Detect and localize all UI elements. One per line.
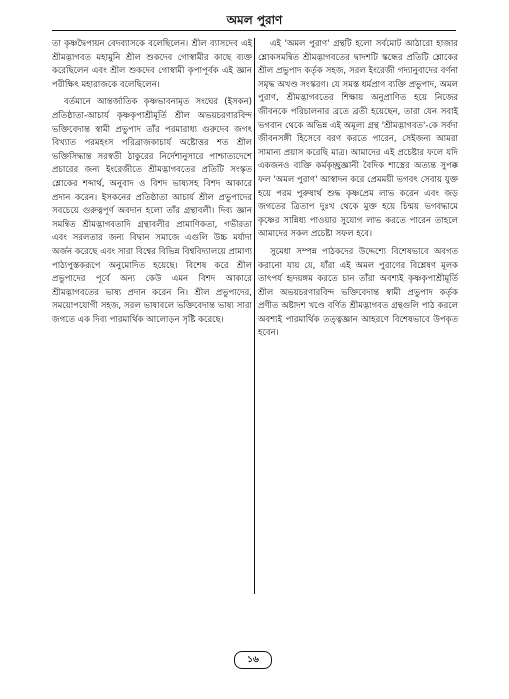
paragraph: বর্তমানে আন্তর্জাতিক কৃষ্ণভাবনামৃত সংঘের (ইসকন) প্রতিষ্ঠাতা-আচার্য কৃষ্ণকৃপাশ্রীমূর্তি শ্রীল অভয়চরণারবিন্দ ভক্তিবেদান্ত স্বামী প্রভুপাদ তাঁর পরমারাধ্য গুরুদেব জগৎ বিখ্যাত পরমহংস পরিব্রাজকাচার্য অষ্টোত্তর শত শ্রীল ভক্তিসিদ্ধান্ত সরস্বতী ঠাকুরের নির্দেশানুসারে পাশ্চাত্যদেশে প্রচারের জন্য ইংরেজীতে শ্রীমদ্ভাগবতের প্রতিটি সংস্কৃত শ্লোকের শব্দার্থ, অনুবাদ ও বিশদ ভাষ্যসহ বিশদ আকারে প্রদান করেন। ইসকনের প্রতিষ্ঠাতা আচার্য শ্রীল প্রভুপাদের সবচেয়ে গুরুত্বপূর্ণ অবদান হলো তাঁর গ্রন্থাবলী। দিব্য জ্ঞান সমন্বিত শ্রীমদ্ভাগবতাদি গ্রন্থাবলীর প্রামাণিকতা, গভীরতা এবং সরলতার জন্য বিদ্বান সমাজে এগুলি উচ্চ মর্যাদা অর্জন করেছে এবং সারা বিশ্বের বিভিন্ন বিশ্ববিদ্যালয়ে প্রামাণ্য পাঠ্যপুস্তকরূপে অনুমোদিত হয়েছে। বিশেষ করে শ্রীল প্রভুপাদের পূর্বে অন্য কেউ এমন বিশদ আকারে শ্রীমদ্ভাগবতের ভাষ্য প্রদান করেন নি। শ্রীল প্রভুপাদের, সময়োপযোগী সহজ, সরল ভাষাবলে ভক্তিবেদান্ত ভাষ্য সারা জগতে এক দিব্য পারমার্থিক আলোড়ন সৃষ্টি করেছে। [52,97,252,325]
page-title: অমল পুরাণ [226,13,283,27]
paragraph: তা কৃষ্ণদ্বৈপায়ন বেদব্যাসকে বলেছিলেন। শ্রীল ব্যাসদেব এই শ্রীমদ্ভাগবত মহামুনি শ্রীল শুকদেব গোস্বামীর কাছে ব্যক্ত করেছিলেন এবং শ্রীল শুকদেব গোস্বামী কৃপাপূর্বক এই জ্ঞান পরীক্ষিৎ মহারাজকে বলেছিলেন। [52,39,252,90]
right-column [258,38,458,345]
paragraph: এই 'অমল পুরাণ' গ্রন্থটি হলো সর্বমোট আঠারো হাজার শ্লোকসমন্বিত শ্রীমদ্ভাগবতের দ্বাদশটি স্কন্ধের প্রতিটি শ্লোকের শ্রীল প্রভুপাদ কর্তৃক সহজ, সরল ইংরেজী গদ্যানুবাদের বর্ণনা সমৃদ্ধ অখণ্ড সংস্করণ। যে সমস্ত ধর্মপ্রাণ ব্যক্তি প্রভুপাদ, অমল পুরাণ, শ্রীমদ্ভাগবতের শিক্ষায় অনুপ্রাণিত হয়ে নিজের জীবনকে পরিচালনার ব্রতে ব্রতী হয়েছেন, তারা যেন সবাই ভগবান থেকে অভিন্ন এই অমূল্য গ্রন্থ 'শ্রীমদ্ভাগবত'-কে সর্বদা জীবনসঙ্গী হিসেবে বরণ করতে পারেন, সেইজন্য আমরা সামান্য প্রয়াস করেছি মাত্র। আমাদের এই প্রচেষ্টার ফলে যদি একজনও ব্যক্তি কর্মকৃচ্ছ্রজ্ঞানী বৈদিক শাস্ত্রের অত্যন্ত সুপক্ক ফল 'অমল পুরাণ' আস্বাদন করে প্রেমময়ী ভগবৎ সেবায় যুক্ত হয়ে পরম পুরুষার্থ শুদ্ধ কৃষ্ণপ্রেম লাভ করেন এবং জড় জগতের ত্রিতাপ দুঃখ থেকে মুক্ত হয়ে চিন্ময় ভগবদ্ধামে কৃষ্ণের সান্নিধ্য পাওয়ার সুযোগ লাভ করতে পারেন তাহলে আমাদের সকল প্রচেষ্টা সফল হবে। [258,39,458,240]
header-rule [52,30,456,31]
page-number: ১৬ [234,651,272,669]
paragraph: সুমেধা সম্পন্ন পাঠকদের উদ্দেশ্যে বিশেষভাবে অবগত করানো যায় যে, যাঁরা এই অমল পুরাণের বিশ্লেষণ মূলক তাৎপর্য হৃদয়ঙ্গম করতে চান তাঁরা অবশ্যই কৃষ্ণকৃপাশ্রীমূর্তি শ্রীল অভয়চরণারবিন্দ ভক্তিবেদান্ত স্বামী প্রভুপাদ কর্তৃক প্রণীত অষ্টাদশ খণ্ডে বর্ণিত শ্রীমদ্ভাগবত গ্রন্থগুলি পাঠ করলে অবশ্যই পারমার্থিক তত্ত্বজ্ঞান আহরণে বিশেষভাবে উপকৃত হবেন। [258,246,458,339]
column-divider [254,38,255,594]
left-column [52,38,252,331]
